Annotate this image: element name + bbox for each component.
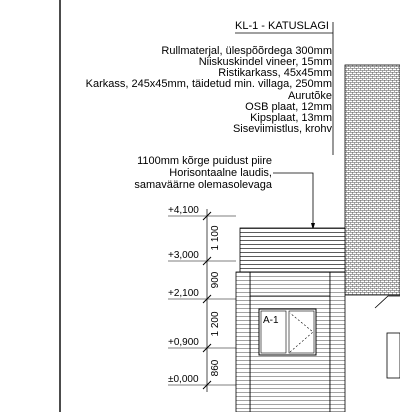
adjacent-window	[387, 333, 400, 378]
railing-note-line: 1100mm kõrge puidust piire	[137, 155, 272, 167]
level-label: ±0,000	[168, 374, 199, 385]
roof-layer: Aurutõke	[287, 90, 332, 102]
level-label: +3,000	[168, 250, 199, 261]
roof-layer: Siseviimistlus, krohv	[232, 123, 332, 135]
dimension-value: 1 100	[210, 225, 221, 251]
adjacent-roof-line	[375, 296, 400, 308]
window-tag: A-1	[263, 315, 279, 326]
side-wall-siding	[236, 272, 250, 412]
roof-layers-list	[86, 45, 333, 135]
level-label: +2,100	[168, 288, 199, 299]
level-label: +0,900	[168, 337, 199, 348]
dimension-values	[210, 225, 221, 376]
side-wall-siding	[330, 272, 345, 412]
section-label: KL-1 - KATUSLAGI	[235, 20, 329, 32]
roof-layer: Ristikarkass, 45x45mm	[218, 67, 332, 79]
level-label: +4,100	[168, 205, 199, 216]
wooden-railing	[240, 228, 345, 272]
railing-note-leader	[273, 173, 313, 228]
roof-layer: Kipsplaat, 13mm	[250, 112, 332, 124]
roof-layer: Rullmaterjal, ülespõõrdega 300mm	[161, 45, 332, 57]
dimension-value: 860	[210, 359, 221, 377]
dimension-value: 1 200	[210, 311, 221, 337]
existing-brick-wall	[345, 65, 400, 295]
railing-note-line: Horisontaalne laudis,	[169, 167, 272, 179]
dimension-value: 900	[210, 271, 221, 289]
window-pane-right	[289, 311, 314, 353]
roof-layer: Karkass, 245x45mm, täidetud min. villaga, 250mm	[85, 78, 332, 90]
railing-note-line: samaväärne olemasolevaga	[134, 179, 272, 191]
roof-layer: Niiskuskindel vineer, 15mm	[198, 56, 332, 68]
roof-layer: OSB plaat, 12mm	[245, 101, 332, 113]
railing-note	[134, 155, 272, 191]
level-markers	[168, 205, 236, 385]
